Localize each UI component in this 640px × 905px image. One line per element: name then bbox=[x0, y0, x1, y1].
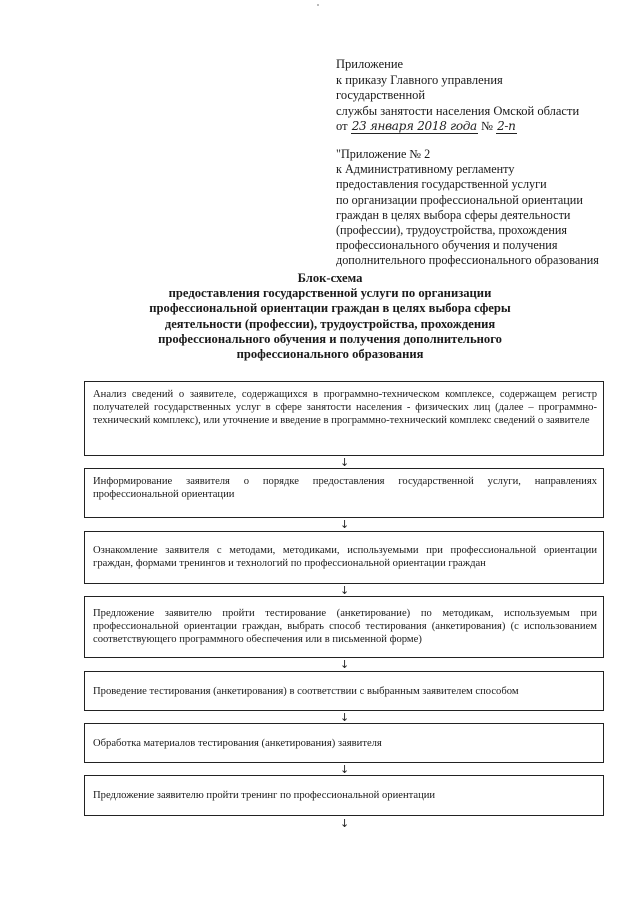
title-line: предоставления государственной услуги по организации bbox=[168, 286, 492, 301]
header-line-3: государственной bbox=[336, 88, 426, 102]
appendix-line: по организации профессиональной ориентации bbox=[336, 192, 583, 207]
title-line: деятельности (профессии), трудоустройства, прохождения bbox=[164, 316, 496, 331]
order-header bbox=[336, 57, 626, 135]
flow-arrow-icon: ↓ bbox=[340, 456, 350, 469]
flow-arrow-icon: ↓ bbox=[340, 817, 350, 830]
flow-step-7: Предложение заявителю пройти тренинг по профессиональной ориентации bbox=[84, 775, 604, 816]
flow-step-3: Ознакомление заявителя с методами, методиками, используемыми при профессиональной ориентации граждан, формами тренингов и технологий по профессиональной ориентации граждан bbox=[84, 531, 604, 584]
flow-step-6: Обработка материалов тестирования (анкетирования) заявителя bbox=[84, 723, 604, 763]
flow-arrow-icon: ↓ bbox=[340, 584, 350, 597]
header-line-4: службы занятости населения Омской области bbox=[336, 103, 580, 118]
title-line: Блок-схема bbox=[297, 271, 363, 285]
flow-arrow-icon: ↓ bbox=[340, 763, 350, 776]
handwritten-number: 2-п bbox=[497, 119, 516, 133]
appendix-line: профессионального обучения и получения bbox=[336, 238, 558, 253]
appendix-line: предоставления государственной услуги bbox=[336, 177, 547, 192]
title-line: профессионального образования bbox=[236, 347, 424, 362]
flow-arrow-icon: ↓ bbox=[340, 518, 350, 531]
appendix-line: граждан в целях выбора сферы деятельности bbox=[336, 207, 571, 222]
title-line: профессиональной ориентации граждан в целях выбора сферы bbox=[149, 301, 511, 316]
flow-arrow-icon: ↓ bbox=[340, 711, 350, 724]
appendix-line: к Административному регламенту bbox=[336, 162, 515, 177]
handwritten-date: 23 января 2018 года bbox=[351, 119, 477, 133]
flow-step-1: Анализ сведений о заявителе, содержащихся в программно-техническом комплексе, содержащем регистр получателей государственных услуг в сфере занятости населения - физических лиц (далее – программно-технический комплекс), или уточнение и введение в программно-технический комплекс сведений о заявителе bbox=[84, 381, 604, 456]
appendix-line: дополнительного профессионального образования bbox=[336, 253, 599, 268]
flow-step-2: Информирование заявителя о порядке предоставления государственной услуги, направлениях профессиональной ориентации bbox=[84, 468, 604, 518]
title-line: профессионального обучения и получения дополнительного bbox=[158, 331, 502, 346]
header-line-1: Приложение bbox=[336, 57, 404, 71]
appendix-line: "Приложение № 2 bbox=[336, 147, 431, 161]
flow-step-5: Проведение тестирования (анкетирования) в соответствии с выбранным заявителем способом bbox=[84, 671, 604, 711]
appendix-line: (профессии), трудоустройства, прохождения bbox=[336, 223, 567, 238]
header-date-line bbox=[336, 119, 626, 135]
number-prefix: № bbox=[481, 119, 493, 133]
header-line-2: к приказу Главного управления bbox=[336, 72, 503, 87]
scan-speck bbox=[317, 4, 319, 6]
date-prefix: от bbox=[336, 119, 348, 133]
flow-step-4: Предложение заявителю пройти тестирование (анкетирование) по методикам, используемым при профессиональной ориентации граждан, выбрать способ тестирования (анкетирования) (с использованием соответствующего программного обеспечения или в письменной форме) bbox=[84, 596, 604, 658]
flow-arrow-icon: ↓ bbox=[340, 658, 350, 671]
appendix-header bbox=[336, 147, 616, 269]
document-title bbox=[80, 271, 580, 362]
